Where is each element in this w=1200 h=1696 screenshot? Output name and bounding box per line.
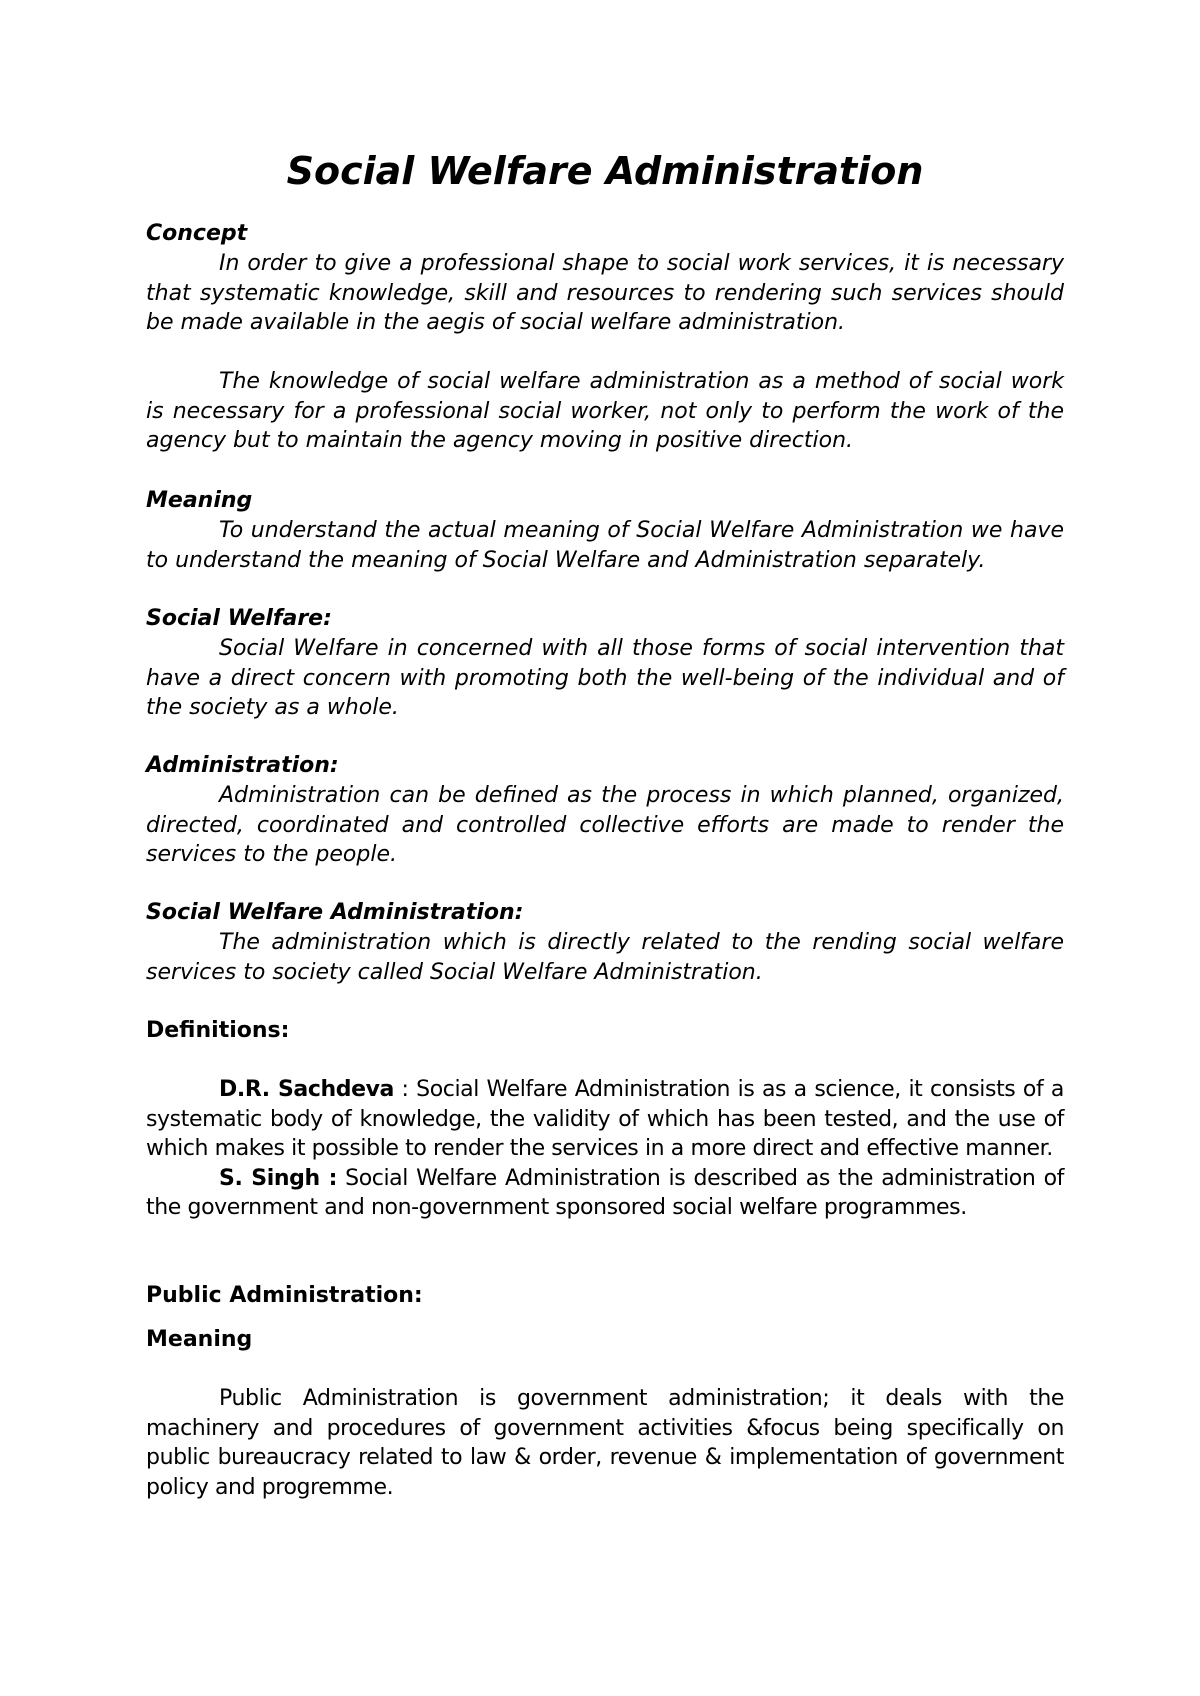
page-title: Social Welfare Administration: [286, 149, 924, 193]
section-swa: [146, 898, 1064, 987]
heading-administration: Administration:: [146, 753, 339, 778]
definition-author-sachdeva: D.R. Sachdeva: [219, 1077, 394, 1102]
swa-paragraph: The administration which is directly related to the rending social welfare services to society called Social Welfare Administration.: [146, 930, 1064, 985]
document-page: [146, 0, 1064, 1696]
heading-social-welfare: Social Welfare:: [146, 606, 332, 631]
heading-concept: Concept: [146, 221, 248, 246]
definitions-list: [146, 1075, 1064, 1223]
administration-paragraph: Administration can be defined as the process in which planned, organized, directed, coordinated and controlled collective efforts are made to render the services to the people.: [146, 783, 1064, 867]
section-public-administration: [146, 1281, 1064, 1311]
meaning-paragraph: To understand the actual meaning of Social Welfare Administration we have to understand the meaning of Social Welfare and Administration separately.: [146, 518, 1064, 573]
definition-singh: [146, 1164, 1064, 1223]
heading-public-admin-meaning: Meaning: [146, 1327, 253, 1352]
heading-definitions: Definitions:: [146, 1018, 290, 1043]
concept-paragraph-2: The knowledge of social welfare administration as a method of social work is necessary for a professional social worker, not only to perform the work of the agency but to maintain the agency moving in positive direction.: [146, 369, 1064, 453]
public-admin-paragraph: Public Administration is government administration; it deals with the machinery and procedures of government activities &focus being specifically on public bureaucracy related to law & order, revenue & implementation of government policy and progremme.: [146, 1386, 1064, 1500]
section-concept-2: [146, 367, 1064, 456]
section-administration: [146, 751, 1064, 870]
section-public-admin-paragraph: [146, 1384, 1064, 1502]
heading-social-welfare-administration: Social Welfare Administration:: [146, 900, 524, 925]
social-welfare-paragraph: Social Welfare in concerned with all those forms of social intervention that have a direct concern with promoting both the well-being of the individual and of the society as a whole.: [146, 636, 1064, 720]
definition-sachdeva: [146, 1075, 1064, 1164]
section-meaning: [146, 486, 1064, 575]
section-social-welfare: [146, 604, 1064, 723]
heading-meaning: Meaning: [146, 488, 253, 513]
definition-text-singh: Social Welfare Administration is described as the administration of the government and non-government sponsored social welfare programmes.: [146, 1165, 1064, 1220]
heading-public-administration: Public Administration:: [146, 1283, 423, 1308]
definition-author-singh: S. Singh :: [219, 1165, 337, 1191]
section-concept: [146, 219, 1064, 338]
section-public-admin-meaning: [146, 1325, 1064, 1355]
concept-paragraph-1: In order to give a professional shape to social work services, it is necessary that systematic knowledge, skill and resources to rendering such services should be made available in the aegis of social welfare administration.: [146, 251, 1064, 335]
definition-text-sachdeva: : Social Welfare Administration is as a science, it consists of a systematic body of knowledge, the validity of which has been tested, and the use of which makes it possible to render the services in a more direct and effective manner.: [146, 1077, 1064, 1161]
section-definitions: [146, 1016, 1064, 1046]
